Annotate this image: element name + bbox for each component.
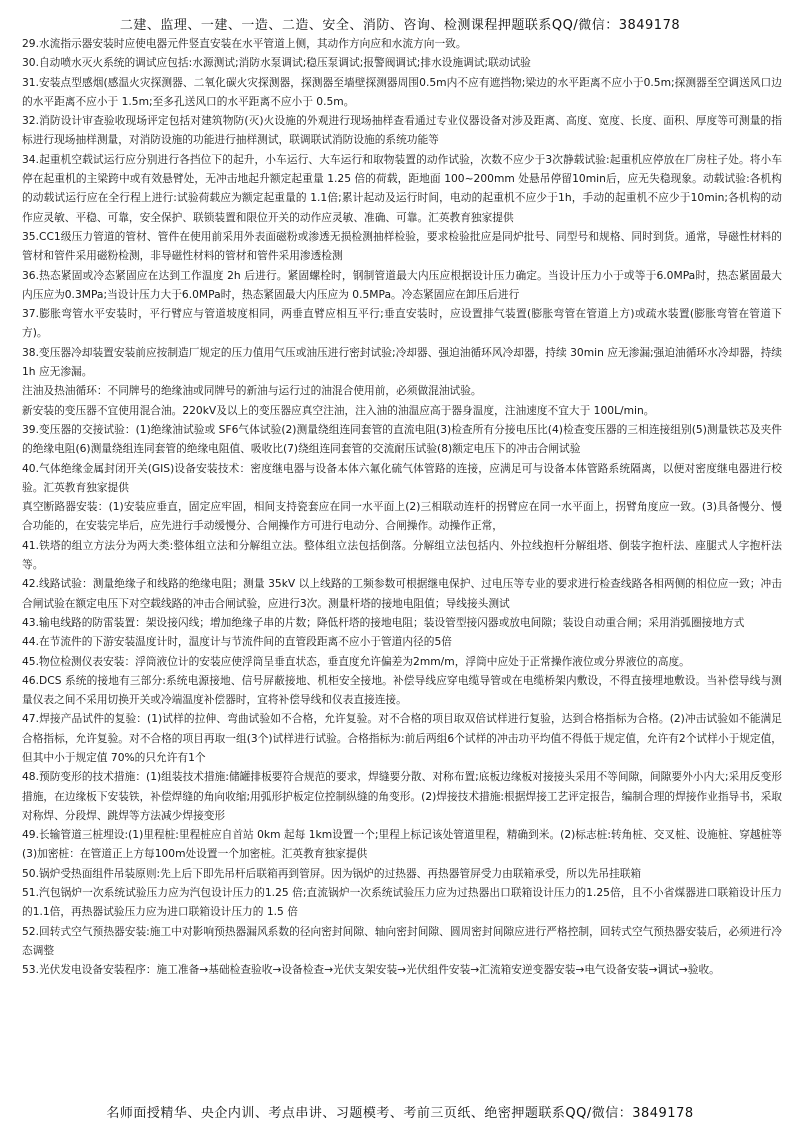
paragraph: 34.起重机空载试运行应分别进行各挡位下的起升，小车运行、大车运行和取物装置的动作试验，次数不应少于3次静载试验:起重机应停放在厂房柱子处。将小车停在起重机的主梁跨中或有效悬臂处，无冲击地起升额定起重量 1.25 倍的荷载，距地面 100~200mm 处悬吊停留10min后，应无失稳现象。动载试验:各机构的动载试运行应在全行程上进行:试验荷载应为额定起重量的 1.1倍;累计起动及运行时间，电动的起重机不应少于1h，手动的起重机不应少于10min;各机构的动作应灵敏、平稳、可靠，安全保护、联锁装置和限位开关的动作应灵敏、准确、可靠。汇英教育独家提供 (22, 152, 782, 224)
paragraph: 31.安装点型感烟(感温火灾探测器、二氧化碳火灾探测器，探测器至墙壁探测器周围0.5m内不应有遮挡物;梁边的水平距离不应小于0.5m;探测器至空调送风口边的水平距离不应小于 1.5m;至多孔送风口的水平距离不应小于 0.5m。 (22, 75, 782, 108)
paragraph: 40.气体绝缘金属封闭开关(GIS)设备安装技术：密度继电器与设备本体六氟化硫气体管路的连接，应满足可与设备本体管路系统隔离，以便对密度继电器进行校验。汇英教育独家提供 (22, 461, 782, 494)
paragraph: 真空断路器安装：(1)安装应垂直，固定应牢固，相间支持瓷套应在同一水平面上(2)三相联动连杆的拐臂应在同一水平面上，拐臂角度应一致。(3)具备慢分、慢合功能的，在安装完毕后，应先进行手动缓慢分、合闸操作方可进行电动分、合闸操作。动操作正常， (22, 500, 782, 533)
paragraph: 44.在节流件的下游安装温度计时，温度计与节流件间的直管段距离不应小于管道内径的5倍 (22, 635, 452, 649)
page-footer: 名师面授精华、央企内训、考点串讲、习题模考、考前三页纸、绝密押题联系QQ/微信：3849178 (106, 1106, 694, 1121)
paragraph: 29.水流指示器安装时应使电器元件竖直安装在水平管道上侧，其动作方向应和水流方向一致。 (22, 37, 467, 50)
paragraph: 46.DCS 系统的接地有三部分:系统电源接地、信号屏蔽接地、机柜安全接地。补偿导线应穿电缆导管或在电缆桥架内敷设，不得直接埋地敷设。当补偿导线与测量仪表之间不采用切换开关或冷端温度补偿器时，宜将补偿导线和仪表直接连接。 (22, 673, 782, 707)
paragraph: 48.预防变形的技术措施：(1)组装技术措施:储罐排板要符合规范的要求，焊缝要分散、对称布置;底板边缘板对接接头采用不等间隙，间隙要外小内大;采用反变形措施，在边缘板下安装铁，补偿焊缝的角向收缩;用弧形护板定位控制纵缝的角变形。(2)焊接技术措施:根据焊接工艺评定报告，编制合理的焊接作业指导书，采取对称焊、分段焊、跳焊等方法减少焊接变形 (22, 770, 782, 822)
paragraph: 42.线路试验：测量绝缘子和线路的绝缘电阻；测量 35kV 以上线路的工频参数可根据继电保护、过电压等专业的要求进行检查线路各相两侧的相位应一致；冲击合闸试验在额定电压下对空载线路的冲击合闸试验，应进行3次。测量杆塔的接地电阻值；导线接头测试 (22, 577, 782, 610)
paragraph: 52.回转式空气预热器安装:施工中对影响预热器漏风系数的径向密封间隙、轴向密封间隙、圆周密封间隙应进行严格控制，回转式空气预热器安装后，必须进行冷态调整 (22, 924, 782, 957)
paragraph: 36.热态紧固或冷态紧固应在达到工作温度 2h 后进行。紧固螺栓时，钢制管道最大内压应根据设计压力确定。当设计压力小于或等于6.0MPa时，热态紧固最大内压应为0.3MPa;当设计压力大于6.0MPa时，热态紧固最大内压应为 0.5MPa。冷态紧固应在卸压后进行 (22, 268, 782, 301)
paragraph: 49.长输管道三桩埋设:(1)里程桩:里程桩应自首站 0km 起每 1km设置一个;里程上标记该处管道里程，精确到米。(2)标志桩:转角桩、交叉桩、设施桩、穿越桩等(3)加密桩：在管道正上方每100m处设置一个加密桩。汇英教育独家提供 (22, 828, 782, 861)
paragraph: 45.物位检测仪表安装：浮筒液位计的安装应使浮筒呈垂直状态，垂直度允许偏差为2mm/m，浮筒中应处于正常操作液位或分界液位的高度。 (22, 654, 690, 668)
paragraph: 53.光伏发电设备安装程序：施工准备→基础检查验收→设备检查→光伏支架安装→光伏组件安装→汇流箱安逆变器安装→电气设备安装→调试→验收。 (22, 963, 720, 977)
paragraph: 新安装的变压器不宜使用混合油。220kV及以上的变压器应真空注油，注入油的油温应高于器身温度，注油速度不宜大于 100L/min。 (22, 403, 655, 417)
document-body (22, 34, 782, 980)
paragraph: 35.CC1级压力管道的管材、管件在使用前采用外表面磁粉或渗透无损检测抽样检验，要求检验批应是同炉批号、同型号和规格、同时到货。通常，导磁性材料的管材和管件采用磁粉检测，非导磁性材料的管材和管件采用渗透检测 (22, 229, 782, 263)
paragraph: 注油及热油循环：不同牌号的绝缘油或同牌号的新油与运行过的油混合使用前，必须做混油试验。 (22, 384, 482, 398)
paragraph: 30.自动喷水灭火系统的调试应包括:水源测试;消防水泵调试;稳压泵调试;报警阀调试;排水设施调试;联动试验 (22, 56, 531, 70)
paragraph: 38.变压器冷却装置安装前应按制造厂规定的压力值用气压或油压进行密封试验;冷却器、强迫油循环风冷却器，持续 30min 应无渗漏;强迫油循环水冷却器，持续 1h 应无渗漏。 (22, 345, 782, 379)
paragraph: 39.变压器的交接试验：(1)绝缘油试验或 SF6气体试验(2)测量绕组连同套管的直流电阻(3)检查所有分接电压比(4)检查变压器的三相连接组别(5)测量铁芯及夹件的绝缘电阻(6)测量绕组连同套管的绝缘电阻值、吸收比(7)绕组连同套管的交流耐压试验(8)额定电压下的冲击合闸试验 (22, 422, 782, 456)
paragraph: 50.锅炉受热面组件吊装原则:先上后下即先吊杆后联箱再到管屏。因为锅炉的过热器、再热器管屏受力由联箱承受，所以先吊挂联箱 (22, 866, 642, 880)
paragraph: 47.焊接产品试件的复验：(1)试样的拉伸、弯曲试验如不合格，允许复验。对不合格的项目取双倍试样进行复验，达到合格指标为合格。(2)冲击试验如不能满足合格指标，允许复验。对不合格的项目再取一组(3个)试样进行试验。合格指标为:前后两组6个试样的冲击功平均值不得低于规定值，允许有2个试样小于规定值，但其中小于规定值 70%的只允许有1个 (22, 712, 782, 764)
paragraph: 43.输电线路的防雷装置：架设接闪线；增加绝缘子串的片数；降低杆塔的接地电阻；装设管型接闪器或放电间隙；装设自动重合闸；采用消弧圈接地方式 (22, 615, 745, 629)
paragraph: 37.膨胀弯管水平安装时，平行臂应与管道坡度相同，两垂直臂应相互平行;垂直安装时，应设置排气装置(膨胀弯管在管道上方)或疏水装置(膨胀弯管在管道下方)。 (22, 307, 782, 340)
paragraph: 51.汽包锅炉一次系统试验压力应为汽包设计压力的1.25 倍;直流锅炉一次系统试验压力应为过热器出口联箱设计压力的1.25倍，且不小省煤器进口联箱设计压力的1.1倍，再热器试验压力应为进口联箱设计压力的 1.5 倍 (22, 886, 782, 919)
paragraph: 32.消防设计审查验收现场评定包括对建筑物防(灭)火设施的外观进行现场抽样查看通过专业仪器设备对涉及距离、高度、宽度、长度、面积、厚度等可测量的指标进行现场抽样测量，对消防设施的功能进行抽样测试，联调联试消防设施的系统功能等 (22, 114, 782, 147)
paragraph: 41.铁塔的组立方法分为两大类:整体组立法和分解组立法。整体组立法包括倒落。分解组立法包括内、外拉线抱杆分解组塔、倒装字抱杆法、座腿式人字抱杆法等。 (22, 538, 782, 572)
page-header: 二建、监理、一建、一造、二造、安全、消防、咨询、检测课程押题联系QQ/微信：3849178 (119, 18, 681, 33)
